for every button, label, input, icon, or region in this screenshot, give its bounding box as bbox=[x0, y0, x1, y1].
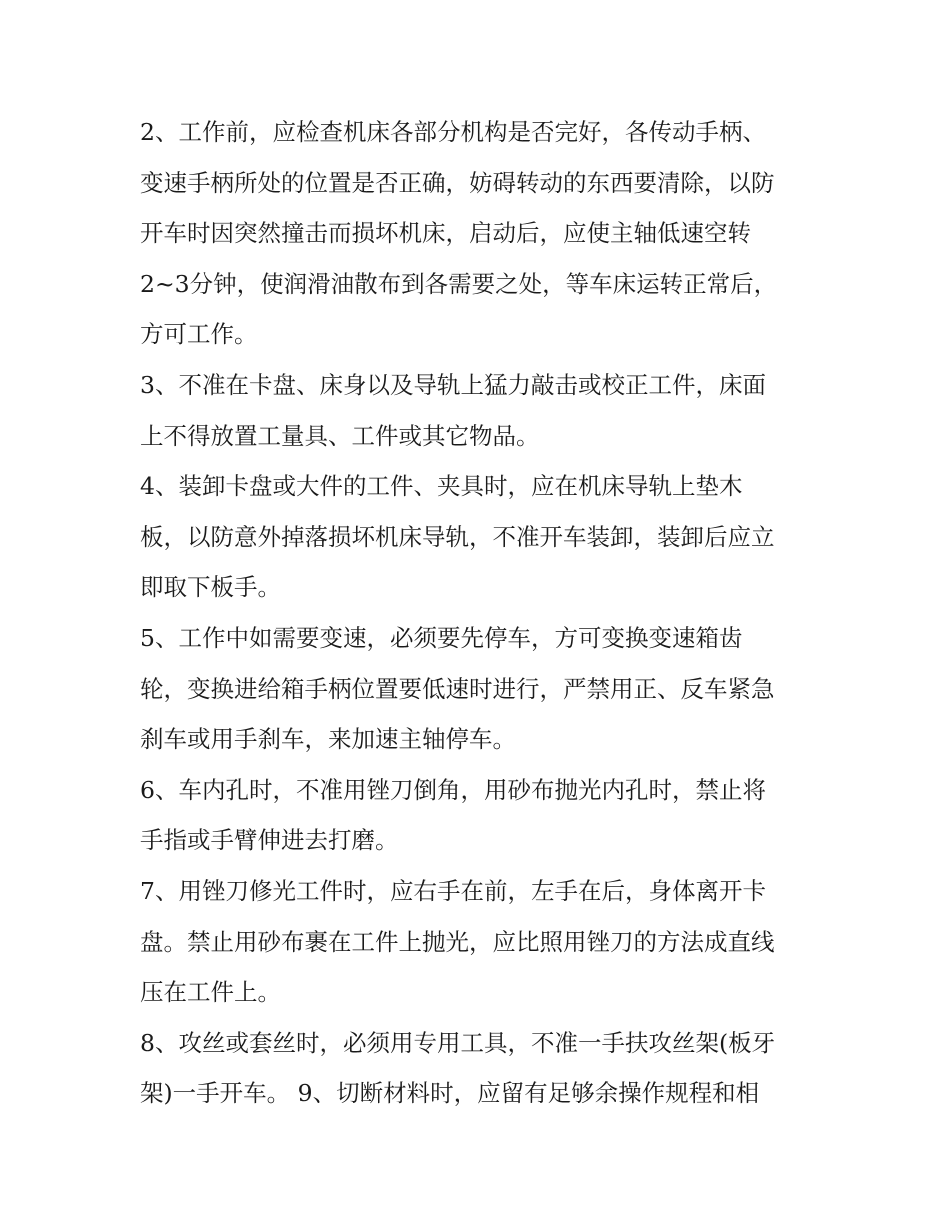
text-line-5: 方可工作。 bbox=[140, 320, 258, 349]
document-body bbox=[140, 107, 820, 1119]
text-line-16: 7、用锉刀修光工件时，应右手在前，左手在后，身体离开卡 bbox=[140, 876, 766, 905]
text-line-20: 架)一手开车。 9、切断材料时，应留有足够余操作规程和相 bbox=[140, 1079, 760, 1108]
text-line-18: 压在工件上。 bbox=[140, 978, 281, 1007]
text-line-1: 2、工作前，应检查机床各部分机构是否完好，各传动手柄、 bbox=[140, 118, 766, 146]
text-line-15: 手指或手臂伸进去打磨。 bbox=[140, 826, 399, 855]
text-line-2: 变速手柄所处的位置是否正确，妨碍转动的东西要清除，以防 bbox=[140, 168, 775, 197]
text-line-11: 5、工作中如需要变速，必须要先停车，方可变换变速箱齿 bbox=[140, 623, 743, 652]
text-line-3: 开车时因突然撞击而损坏机床，启动后，应使主轴低速空转 bbox=[140, 219, 751, 248]
text-line-10: 即取下板手。 bbox=[140, 573, 281, 602]
text-line-17: 盘。禁止用砂布裹在工件上抛光，应比照用锉刀的方法成直线 bbox=[140, 927, 775, 956]
text-line-14: 6、车内孔时，不准用锉刀倒角，用砂布抛光内孔时，禁止将 bbox=[140, 775, 766, 804]
text-line-12: 轮，变换进给箱手柄位置要低速时进行，严禁用正、反车紧急 bbox=[140, 674, 775, 703]
text-line-9: 板，以防意外掉落损坏机床导轨，不准开车装卸，装卸后应立 bbox=[140, 522, 775, 551]
text-line-8: 4、装卸卡盘或大件的工件、夹具时，应在机床导轨上垫木 bbox=[140, 472, 743, 501]
text-line-13: 刹车或用手刹车，来加速主轴停车。 bbox=[140, 725, 516, 754]
text-line-7: 上不得放置工量具、工件或其它物品。 bbox=[140, 421, 540, 450]
text-line-19: 8、攻丝或套丝时，必须用专用工具，不准一手扶攻丝架(板牙 bbox=[140, 1028, 776, 1057]
text-line-6: 3、不准在卡盘、床身以及导轨上猛力敲击或校正工件，床面 bbox=[140, 370, 766, 399]
text-line-4: 2~3分钟，使润滑油散布到各需要之处，等车床运转正常后， bbox=[140, 269, 778, 298]
